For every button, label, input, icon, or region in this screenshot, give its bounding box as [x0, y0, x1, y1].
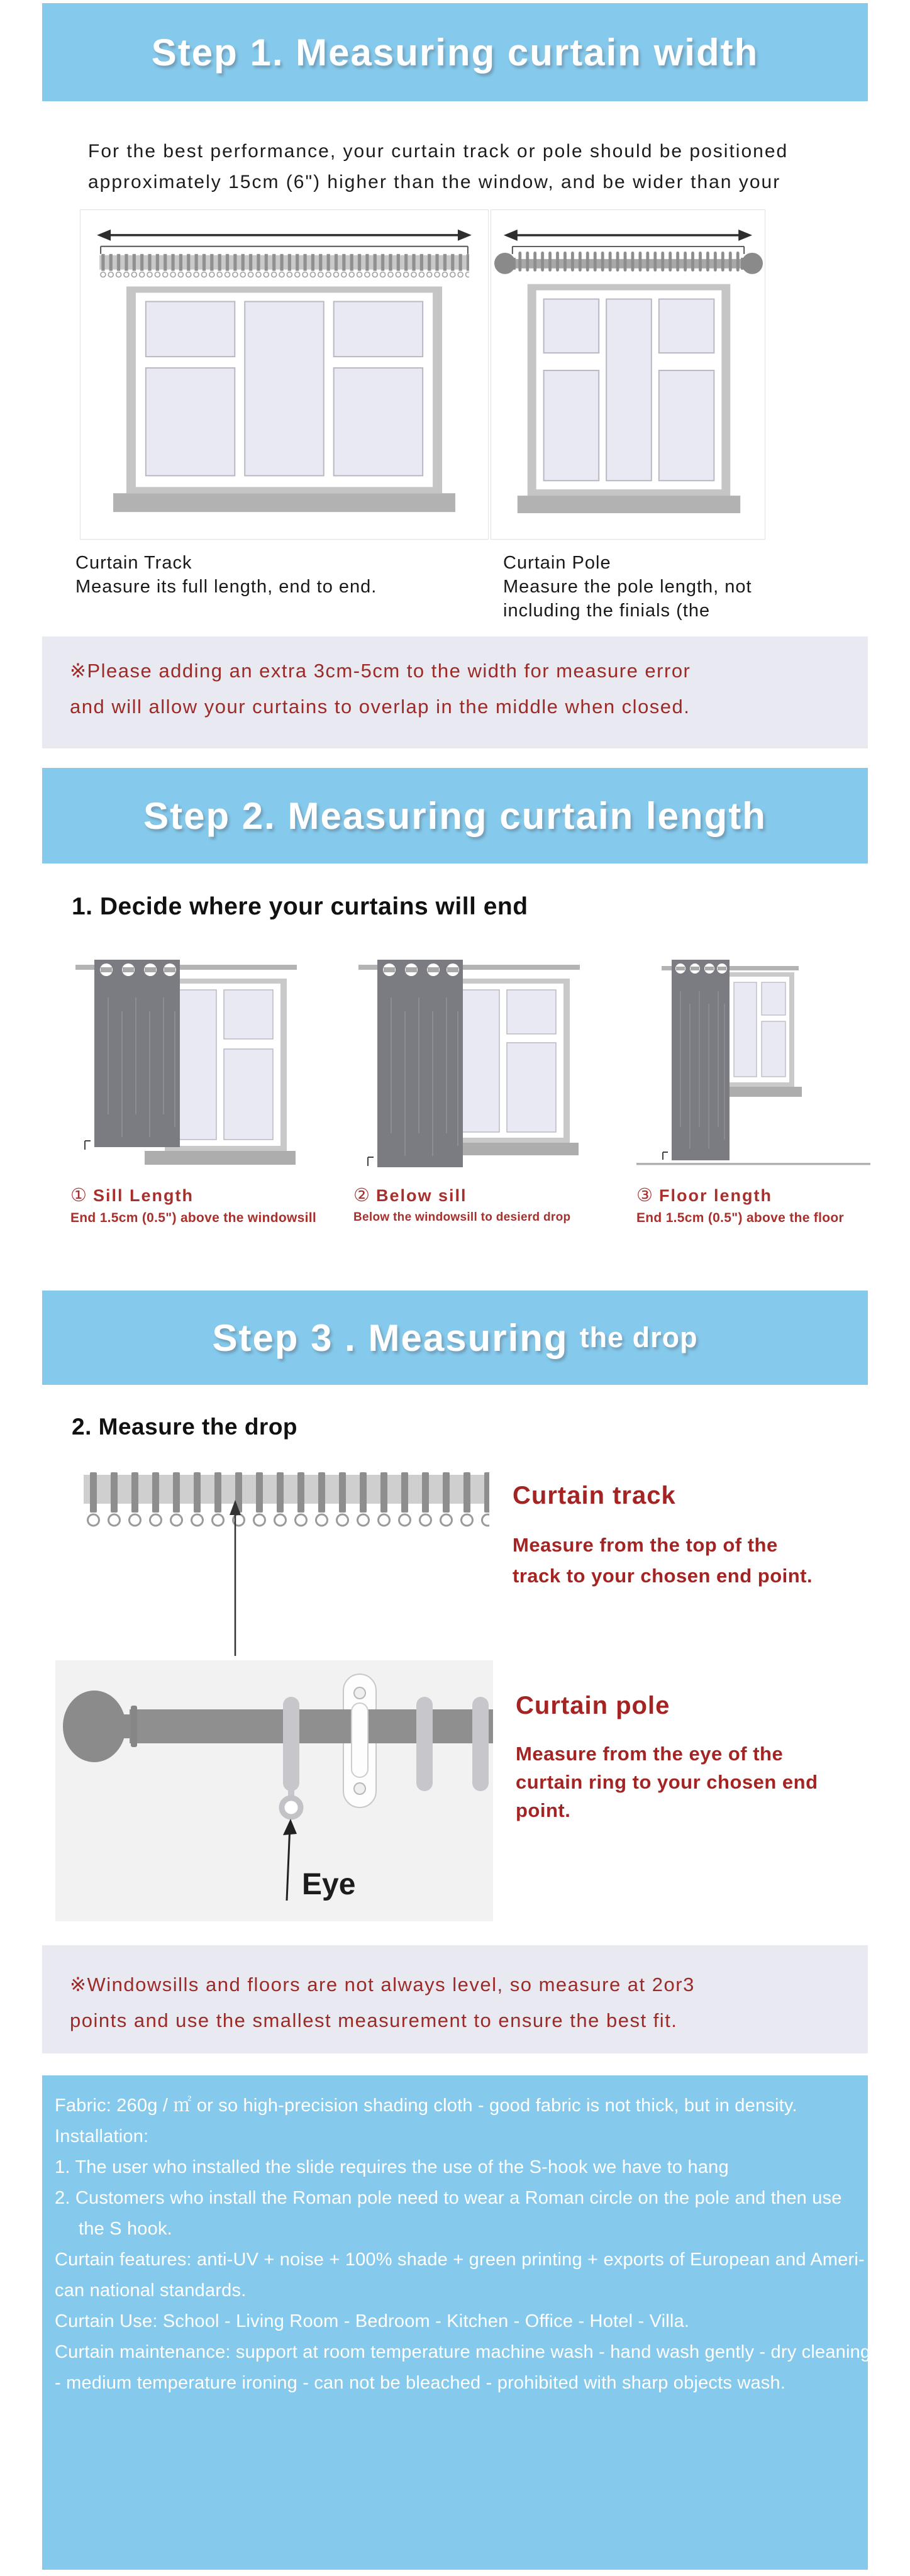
curtain-panel [377, 960, 463, 1167]
curtain-panel [672, 960, 730, 1160]
width-note-line-2: and will allow your curtains to overlap in the middle when closed. [70, 696, 691, 718]
window [165, 979, 287, 1151]
width-note [42, 636, 868, 748]
footer-line: - medium temperature ironing - can not be bleached - prohibited with sharp objects wash. [55, 2373, 786, 2393]
track-caption [75, 551, 377, 599]
footer-line: Curtain features: anti-UV + noise + 100% shade + green printing + exports of European and Ameri- [55, 2250, 865, 2270]
curtain-track-diagram [80, 209, 489, 540]
window [518, 284, 740, 513]
product-info-panel [42, 2075, 871, 2570]
circled-2-icon: ② [353, 1185, 370, 1206]
footer-line: 1. The user who installed the slide requires the use of the S-hook we have to hang [55, 2157, 729, 2177]
measure-mark [663, 1152, 668, 1160]
footer-line: can national standards. [55, 2280, 247, 2301]
curtain-panel [94, 960, 180, 1147]
floor-length-illustration [636, 957, 870, 1169]
track-caption-desc: Measure its full length, end to end. [75, 577, 377, 597]
pole-caption-desc-1: Measure the pole length, not [503, 577, 752, 597]
option-floor-length [636, 957, 870, 1226]
pole-caption [503, 551, 752, 623]
track-drop-paragraph: Measure from the top of the track to your chosen end point. [513, 1534, 813, 1587]
curtain-pole-bar [494, 252, 763, 275]
level-note-line-2: points and use the smallest measurement to ensure the best fit. [70, 2009, 678, 2031]
step2-heading: 1. Decide where your curtains will end [72, 893, 528, 920]
below-sill-illustration [353, 957, 587, 1169]
circled-1-icon: ① [70, 1185, 87, 1206]
pole-drop-title: Curtain pole [516, 1692, 670, 1719]
pole-drop-illustration [55, 1660, 493, 1921]
track-drop-illustration [84, 1467, 489, 1662]
curtain-track-bar [99, 254, 469, 280]
footer-line: Installation: [55, 2126, 149, 2146]
footer-line: Curtain maintenance: support at room temperature machine wash - hand wash gently - dry cleaning [55, 2342, 871, 2362]
pole-drop-photo [55, 1660, 493, 1921]
pole-caption-title: Curtain Pole [503, 553, 611, 573]
pole-window-illustration [491, 210, 765, 539]
window [113, 287, 455, 513]
width-arrow [97, 230, 472, 254]
step3-banner-subtitle: the drop [579, 1321, 698, 1353]
measure-mark [85, 1141, 91, 1150]
option3-desc: End 1.5cm (0.5") above the floor [636, 1211, 844, 1225]
step1-banner [42, 3, 868, 101]
right-finial [741, 253, 763, 274]
option3-title: ③ Floor length [636, 1185, 772, 1206]
windowsill [145, 1151, 296, 1165]
option-sill-length [70, 957, 316, 1226]
curtain-pole-diagram [491, 209, 765, 540]
step3-heading: 2. Measure the drop [72, 1414, 298, 1440]
pole-drop-paragraph: Measure from the eye of the curtain ring to your chosen end point. [516, 1743, 818, 1821]
footer-line: Fabric: 260g / ㎡ or so high-precision shading cloth - good fabric is not thick, but in density. [55, 2096, 797, 2116]
step2-banner [42, 768, 868, 863]
step2-banner-title: Step 2. Measuring curtain length [143, 794, 767, 837]
width-note-line-1: ※Please adding an extra 3cm-5cm to the width for measure error [70, 660, 691, 682]
option1-desc: End 1.5cm (0.5") above the windowsill [70, 1211, 316, 1225]
eye-arrow [283, 1819, 297, 1901]
track-caption-title: Curtain Track [75, 553, 192, 573]
intro-line-2: approximately 15cm (6") higher than the window, and be wider than your [88, 172, 781, 192]
option-below-sill [353, 957, 587, 1224]
measure-mark [368, 1157, 374, 1166]
level-note-line-1: ※Windowsills and floors are not always level, so measure at 2or3 [70, 1974, 695, 1996]
option2-desc: Below the windowsill to desierd drop [353, 1211, 571, 1224]
step1-banner-title: Step 1. Measuring curtain width [151, 31, 759, 74]
footer-line: the S hook. [79, 2219, 172, 2239]
track-window-illustration [80, 210, 488, 539]
ring-eye [282, 1789, 301, 1817]
circled-3-icon: ③ [636, 1185, 653, 1206]
step1-intro [88, 136, 788, 197]
option2-title: ② Below sill [353, 1185, 467, 1206]
floor-line [636, 1163, 870, 1165]
step3-banner-title: Step 3 . Measuring [212, 1316, 569, 1359]
option1-title: ① Sill Length [70, 1185, 194, 1206]
intro-line-1: For the best performance, your curtain track or pole should be positioned [88, 141, 789, 162]
sill-length-illustration [70, 957, 304, 1169]
width-arrow [504, 230, 752, 254]
track-drop-title: Curtain track [513, 1482, 676, 1509]
footer-line: 2. Customers who install the Roman pole need to wear a Roman circle on the pole and then use [55, 2188, 842, 2208]
pole-caption-desc-2: including the finials (the [503, 601, 711, 621]
eye-label: Eye [302, 1868, 356, 1901]
footer-line: Curtain Use: School - Living Room - Bedroom - Kitchen - Office - Hotel - Villa. [55, 2311, 690, 2331]
finial-ball [63, 1690, 126, 1762]
step3-banner [42, 1291, 868, 1385]
level-note [42, 1945, 868, 2053]
